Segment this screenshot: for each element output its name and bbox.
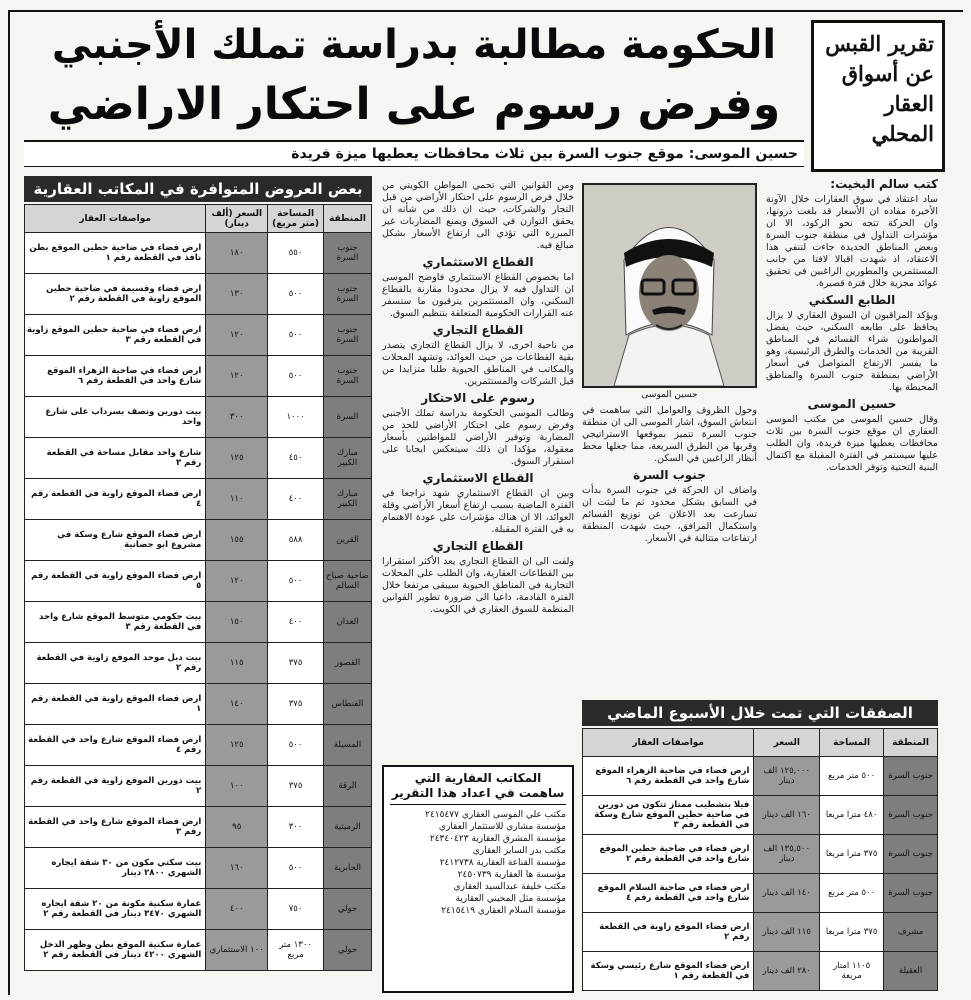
area-cell: القصور	[324, 643, 372, 684]
office-entry: مكتب خليفة عبدالسيد العقاري	[453, 882, 566, 892]
table-row	[25, 766, 372, 807]
spec-cell: فيلا بتشطيب ممتاز تتكون من دورين في ضاحية حطين الموقع شارع وسكة في القطعة رقم ٣	[583, 796, 754, 835]
spec-cell: ارض فضاء في ضاحية حطين الموقع بطن نافذ في القطعة رقم ١	[25, 233, 206, 274]
column-header: المنطقة	[324, 205, 372, 233]
paragraph: واضاف ان الحركة في جنوب السرة بدأت في السابق بشكل محدود ثم ما لبثت ان تسارعت بعد الاعلان عن توزيع القسائم واستكمال المرافق، حيث شهدت المنطقة ارتفاعات متتالية في الأسعار.	[582, 485, 757, 544]
size-cell: ١١٠٥ امتار مربعة	[820, 952, 884, 991]
spec-cell: ارض فضاء في ضاحية السلام الموقع شارع واحد في القطعة رقم ٤	[583, 874, 754, 913]
column-header: مواصفات العقار	[583, 729, 754, 757]
spec-cell: ارض فضاء في ضاحية الزهراء الموقع شارع واحد في القطعة رقم ٦	[583, 757, 754, 796]
spec-cell: ارض فضاء في ضاحية حطين الموقع شارع واحد في القطعة رقم ٢	[583, 835, 754, 874]
spec-cell: ارض فضاء وقسيمة في ضاحية حطين الموقع زاوية في القطعة رقم ٢	[25, 274, 206, 315]
area-cell: العقيلة	[884, 952, 938, 991]
price-cell: ٩٥	[206, 807, 268, 848]
table-row	[25, 274, 372, 315]
report-kicker-box	[811, 20, 945, 172]
headline-line-1: الحكومة مطالبة بدراسة تملك الأجنبي	[51, 22, 777, 68]
size-cell: ٥٠٠	[268, 274, 324, 315]
article-column-middle-right	[582, 405, 757, 695]
size-cell: ٣٧٥ مترا مربعا	[820, 913, 884, 952]
kicker-line: تقرير القبس	[825, 31, 934, 56]
spec-cell: ارض فضاء الموقع زاوية في القطعة رقم ٢	[583, 913, 754, 952]
column-header: المساحة	[820, 729, 884, 757]
portrait-photo	[582, 183, 757, 388]
headline-line-2: وفرض رسوم على احتكار الاراضي	[47, 79, 781, 130]
table-row	[25, 561, 372, 602]
paragraph: وقال حسين الموسى من مكتب الموسى العقاري ان موقع جنوب السرة بين ثلاث محافظات يعطيها ميزة فريدة، وان الطلب عليها سيستمر في الفترة المقبلة مع اكتمال البنية التحتية وتوفر الخدمات.	[766, 414, 938, 473]
table-row	[25, 930, 372, 971]
area-cell: الرقة	[324, 766, 372, 807]
size-cell: ٥٠٠	[268, 561, 324, 602]
table-row	[583, 913, 938, 952]
price-cell: ٣٠٠	[206, 397, 268, 438]
size-cell: ٤٠٠	[268, 479, 324, 520]
office-entry: مؤسسة المشرق العقارية ٢٤٣٤٠٤٢٣	[429, 834, 566, 844]
spec-cell: ارض فضاء في ضاحية الزهراء الموقع شارع واحد في القطعة رقم ٦	[25, 356, 206, 397]
price-cell: ٤٠٠	[206, 889, 268, 930]
article-column-middle-left	[382, 180, 574, 760]
spec-cell: ارض فضاء الموقع شارع وسكة في مشروع ابو حصانية	[25, 520, 206, 561]
table-row	[583, 796, 938, 835]
spec-cell: ارض فضاء الموقع شارع واحد في القطعة رقم ٣	[25, 807, 206, 848]
paragraph: ساد اعتقاد في سوق العقارات خلال الآونة الأخيرة مفاده ان الأسعار قد بلغت ذروتها، وان الحركة تتجه نحو الركود، الا ان مؤشرات التداول في منطقة جنوب السرة وبعض المناطق الجديدة جاءت لتنفي هذا الاعتقاد، اذ شهدت اقبالا لافتا من جانب المستثمرين والمطورين الراغبين في تحقيق عوائد مجزية خلال فترة قصيرة.	[766, 194, 938, 289]
column-header: مواصفات العقار	[25, 205, 206, 233]
spec-cell: بيت دورين ونصف بسرداب على شارع واحد	[25, 397, 206, 438]
area-cell: مبارك الكبير	[324, 438, 372, 479]
spec-cell: بيت دبل موحد الموقع زاوية في القطعة رقم ٢	[25, 643, 206, 684]
offers-table-title: بعض العروض المتوافرة في المكاتب العقارية	[24, 176, 372, 202]
office-entry: مؤسسة مشاري للاستثمار العقاري	[438, 822, 566, 832]
subheadline: حسين الموسى: موقع جنوب السرة بين ثلاث محافظات يعطيها ميزة فريدة	[24, 140, 804, 167]
table-row	[25, 602, 372, 643]
column-header: السعر (ألف دينار)	[206, 205, 268, 233]
kicker-line: المحلي	[871, 121, 934, 146]
office-entry: مكتب علي الموسى العقاري ٢٤١٥٤٧٧	[425, 810, 566, 820]
spec-cell: ارض فضاء الموقع شارع واحد في القطعة رقم ٤	[25, 725, 206, 766]
table-row	[583, 757, 938, 796]
office-entry: مؤسسة مثل المحيني العقارية	[455, 894, 566, 904]
area-cell: حولي	[324, 889, 372, 930]
office-entry: مؤسسة السلام العقاري ٢٤١٥٤١٩	[441, 906, 566, 916]
area-cell: حولي	[324, 930, 372, 971]
price-cell: ٢٨٠ الف دينار	[754, 952, 820, 991]
contributing-offices-box	[382, 765, 574, 993]
paragraph: ويؤكد المراقبون ان السوق العقاري لا يزال يحافظ على طابعه السكني، حيث يفضل المواطنون شراء القسائم في المناطق القريبة من الخدمات والطرق الرئيسية، وهو ما يفسر الارتفاع المتواصل في أسعار الأراضي بمنطقة جنوب السرة والمناطق المحيطة بها.	[766, 310, 938, 393]
photo-caption: حسين الموسى	[641, 390, 698, 400]
size-cell: ٧٥٠	[268, 889, 324, 930]
section-heading: القطاع التجاري	[432, 539, 524, 553]
table-row	[25, 397, 372, 438]
kicker-line: العقار	[884, 91, 934, 116]
price-cell: ١٢٠	[206, 315, 268, 356]
price-cell: ١٢٥,٠٠٠ الف دينار	[754, 757, 820, 796]
office-entry: مؤسسة القناعة العقارية ٢٤١٢٧٣٨	[439, 858, 566, 868]
section-heading: جنوب السرة	[633, 468, 706, 482]
size-cell: ٤٨٠ مترا مربعا	[820, 796, 884, 835]
size-cell: ٥٠٠	[268, 315, 324, 356]
spec-cell: ارض فضاء الموقع زاوية في القطعة رقم ٤	[25, 479, 206, 520]
frame-left-rule	[8, 10, 10, 995]
offices-box-title: المكاتب العقارية التي ساهمت في اعداد هذا التقرير	[390, 771, 566, 805]
area-cell: جنوب السرة	[884, 796, 938, 835]
table-row	[25, 725, 372, 766]
price-cell: ١٥٥	[206, 520, 268, 561]
area-cell: الفنطاس	[324, 684, 372, 725]
area-cell: جنوب السرة	[884, 835, 938, 874]
section-heading: الطابع السكني	[808, 293, 896, 307]
table-row	[25, 520, 372, 561]
size-cell: ١٣٠٠ متر مربع	[268, 930, 324, 971]
area-cell: المسيلة	[324, 725, 372, 766]
spec-cell: ارض فضاء الموقع شارع رئيسي وسكة في القطعة رقم ١	[583, 952, 754, 991]
area-cell: جنوب السرة	[884, 757, 938, 796]
paragraph: وبين ان القطاع الاستثماري شهد تراجعا في الفترة الماضية بسبب ارتفاع أسعار الأراضي وقلة العوائد، الا ان هناك مؤشرات على عودة الاهتمام به في الفترة المقبلة.	[382, 488, 574, 535]
section-heading: القطاع التجاري	[432, 323, 524, 337]
byline: كتب سالم البخيت:	[830, 177, 938, 191]
size-cell: ٤٠٠	[268, 602, 324, 643]
area-cell: القرين	[324, 520, 372, 561]
size-cell: ٥٠٠ متر مربع	[820, 874, 884, 913]
price-cell: ١١٥ الف دينار	[754, 913, 820, 952]
area-cell: جنوب السرة	[324, 315, 372, 356]
price-cell: ١١٠	[206, 479, 268, 520]
table-row	[25, 233, 372, 274]
table-row	[583, 835, 938, 874]
price-cell: ١٣٥,٥٠٠ الف دينار	[754, 835, 820, 874]
spec-cell: عمارة سكنية الموقع بطن وظهر الدخل الشهري ٤٢٠٠ دينار في القطعة رقم ٢	[25, 930, 206, 971]
paragraph: وطالب الموسى الحكومة بدراسة تملك الأجنبي وفرض رسوم على احتكار الأراضي للحد من المضاربة وتوفير الأراضي للمواطنين بأسعار معقولة، مؤكدا ان ذلك سينعكس ايجابا على استقرار السوق.	[382, 408, 574, 467]
paragraph: اما بخصوص القطاع الاستثماري فاوضح الموسى ان التداول فيه لا يزال محدودا مقارنة بالقطاع السكني، وان المستثمرين يترقبون ما ستسفر عنه القرارات الحكومية المتعلقة بتنظيم السوق.	[382, 272, 574, 319]
frame-top-rule	[8, 10, 963, 12]
price-cell: ١٠٠	[206, 766, 268, 807]
paragraph: وحول الظروف والعوامل التي ساهمت في انتعاش السوق، اشار الموسى الى ان منطقة جنوب السرة تتميز بموقعها الاستراتيجي وقربها من الطرق السريعة، مما جعلها محط أنظار الراغبين في السكن.	[582, 405, 757, 464]
price-cell: ١١٥	[206, 643, 268, 684]
paragraph: ولفت الى ان القطاع التجاري يعد الأكثر استقرارا بين القطاعات العقارية، وان الطلب على المحلات التجارية في المناطق الحيوية سيبقى مرتفعا خلال الفترة القادمة، داعيا الى ضرورة تطوير القوانين المنظمة للسوق العقاري في الكويت.	[382, 556, 574, 615]
area-cell: الجابرية	[324, 848, 372, 889]
spec-cell: بيت دورين الموقع زاوية في القطعة رقم ٢	[25, 766, 206, 807]
spec-cell: عمارة سكنية مكونة من ٢٠ شقة ايجاره الشهري ٣٤٧٠ دينار في القطعة رقم ٢	[25, 889, 206, 930]
table-row	[25, 643, 372, 684]
section-heading: القطاع الاستثماري	[422, 471, 534, 485]
size-cell: ٥٠٠	[268, 356, 324, 397]
price-cell: ١٨٠	[206, 233, 268, 274]
size-cell: ١٠٠٠	[268, 397, 324, 438]
area-cell: جنوب السرة	[324, 274, 372, 315]
table-row	[25, 356, 372, 397]
size-cell: ٣٧٥ مترا مربعا	[820, 835, 884, 874]
article-column-right	[766, 178, 938, 698]
spec-cell: بيت حكومي متوسط الموقع شارع واحد في القطعة رقم ٣	[25, 602, 206, 643]
table-header-row	[25, 205, 372, 233]
price-cell: ١٦٠	[206, 848, 268, 889]
price-cell: ١٢٥	[206, 438, 268, 479]
area-cell: جنوب السرة	[324, 233, 372, 274]
spec-cell: ارض فضاء الموقع زاوية في القطعة رقم ١	[25, 684, 206, 725]
area-cell: جنوب السرة	[884, 874, 938, 913]
table-row	[25, 848, 372, 889]
size-cell: ٥٥٠	[268, 233, 324, 274]
area-cell: ضاحية صباح السالم	[324, 561, 372, 602]
price-cell: ١٠٠ الاستثماري	[206, 930, 268, 971]
spec-cell: شارع واحد مقابل مساحة في القطعة رقم ٣	[25, 438, 206, 479]
area-cell: الرميثية	[324, 807, 372, 848]
table-row	[583, 952, 938, 991]
size-cell: ٣٧٥	[268, 643, 324, 684]
column-header: المساحة (متر مربع)	[268, 205, 324, 233]
table-row	[25, 807, 372, 848]
table-row	[25, 438, 372, 479]
offers-table	[24, 204, 372, 971]
spec-cell: بيت سكني مكون من ٣٠ شقة ايجاره الشهري ٢٨٠٠ دينار	[25, 848, 206, 889]
price-cell: ١٥٠	[206, 602, 268, 643]
deals-table	[582, 728, 938, 991]
area-cell: السرة	[324, 397, 372, 438]
section-heading: القطاع الاستثماري	[422, 255, 534, 269]
size-cell: ٥٨٨	[268, 520, 324, 561]
price-cell: ١٤٠ الف دينار	[754, 874, 820, 913]
price-cell: ١٦٠ الف دينار	[754, 796, 820, 835]
area-cell: مشرف	[884, 913, 938, 952]
size-cell: ٣٠٠	[268, 807, 324, 848]
table-row	[25, 684, 372, 725]
price-cell: ١٢٠	[206, 356, 268, 397]
area-cell: جنوب السرة	[324, 356, 372, 397]
section-heading: رسوم على الاحتكار	[421, 391, 535, 405]
deals-table-title: الصفقات التي تمت خلال الأسبوع الماضي	[582, 700, 938, 726]
table-row	[25, 889, 372, 930]
paragraph: ومن القوانين التي تحمي المواطن الكويتي من خلال فرض الرسوم على احتكار الأراضي من قبل التجار والشركات، حيث ان ذلك من شأنه ان يحقق التوازن في السوق ويمنع المضاربات غير المبررة التي تؤدي الى ارتفاع الأسعار بشكل مبالغ فيه.	[382, 180, 574, 251]
size-cell: ٥٠٠ متر مربع	[820, 757, 884, 796]
area-cell: العدان	[324, 602, 372, 643]
table-row	[25, 479, 372, 520]
spec-cell: ارض فضاء الموقع زاوية في القطعة رقم ٥	[25, 561, 206, 602]
headline	[24, 16, 804, 136]
size-cell: ٣٧٥	[268, 766, 324, 807]
spec-cell: ارض فضاء في ضاحية حطين الموقع زاوية في القطعة رقم ٣	[25, 315, 206, 356]
column-header: السعر	[754, 729, 820, 757]
price-cell: ١٤٠	[206, 684, 268, 725]
price-cell: ١٢٥	[206, 725, 268, 766]
table-row	[25, 315, 372, 356]
column-header: المنطقة	[884, 729, 938, 757]
table-row	[583, 874, 938, 913]
office-entry: مكتب بدر الساير العقاري	[472, 846, 566, 856]
paragraph: من ناحية اخرى، لا يزال القطاع التجاري يتصدر بقية القطاعات من حيث العوائد، وتشهد المحلات والمكاتب في المناطق الحيوية طلبا متزايدا من قبل الشركات والمستثمرين.	[382, 340, 574, 387]
size-cell: ٣٧٥	[268, 684, 324, 725]
size-cell: ٤٥٠	[268, 438, 324, 479]
office-entry: مؤسسة ها العقارية ٢٤٥٠٧٣٩	[457, 870, 566, 880]
section-heading: حسين الموسى	[807, 397, 897, 411]
price-cell: ١٢٠	[206, 561, 268, 602]
size-cell: ٥٠٠	[268, 848, 324, 889]
kicker-line: عن أسواق	[841, 61, 934, 86]
area-cell: مبارك الكبير	[324, 479, 372, 520]
table-header-row	[583, 729, 938, 757]
portrait-illustration	[584, 185, 755, 386]
size-cell: ٥٠٠	[268, 725, 324, 766]
price-cell: ١٣٠	[206, 274, 268, 315]
